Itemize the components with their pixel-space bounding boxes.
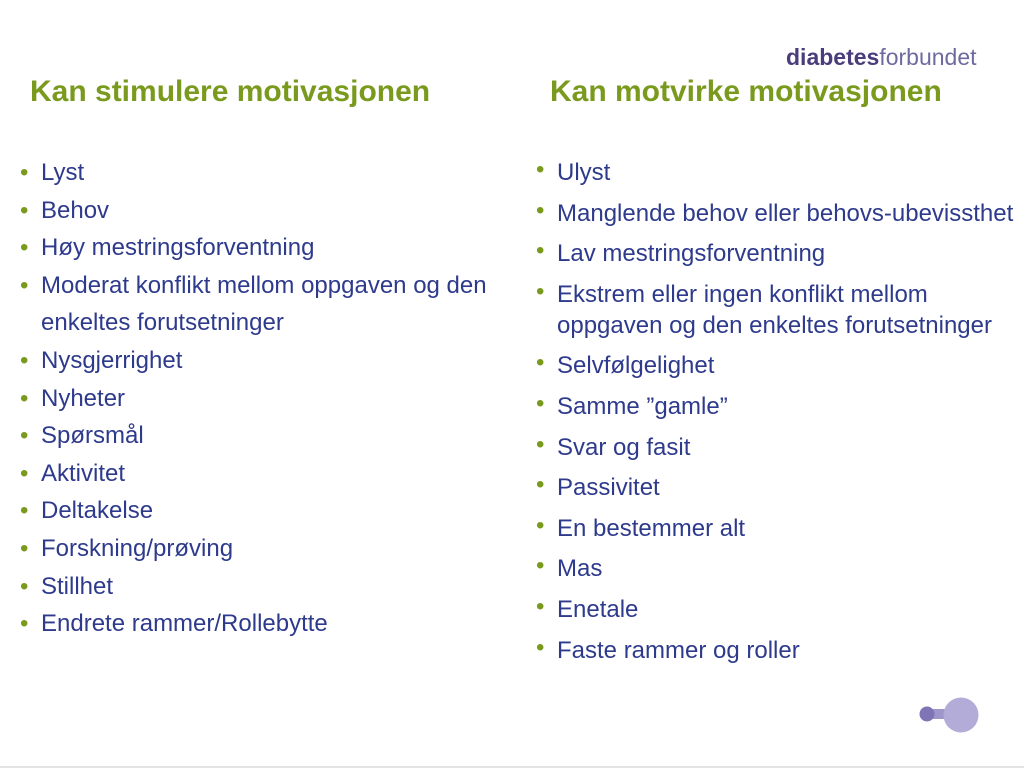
linked-circles-icon [918,696,980,734]
bullet-icon: • [536,389,545,417]
list-item: • Lyst [18,154,508,192]
list-item: • Mas [536,552,603,583]
list-item: • Selvfølgelighet [536,349,715,380]
list-item: • Ulyst [536,156,611,186]
bullet-icon: • [20,234,29,262]
heading-stimulate: Kan stimulere motivasjonen [30,75,431,108]
list-item: • Moderat konflikt mellom oppgaven og den enkeltes forutsetninger [18,267,508,342]
bullet-icon: • [20,572,29,600]
bullet-icon: • [536,471,545,499]
list-item: • Endrete rammer/Rollebytte [18,605,508,643]
list-item: • Enetale [536,592,639,623]
bullet-icon: • [20,422,29,450]
list-item: • Spørsmål [18,417,508,455]
list-item: • Nysgjerrighet [18,342,508,380]
bullet-icon: • [536,349,545,377]
diabetesforbundet-logo [786,44,977,71]
bullet-icon: • [536,511,545,539]
bullet-icon: • [20,497,29,525]
counteract-list [534,154,1014,672]
bullet-icon: • [20,534,29,562]
bullet-icon: • [20,346,29,374]
bullet-icon: • [536,156,545,183]
bullet-icon: • [536,633,545,661]
list-item: • Samme ”gamle” [536,389,728,420]
bullet-icon: • [536,552,545,580]
logo-text-bold: diabetes [786,44,880,70]
list-item: • Faste rammer og roller [536,633,800,664]
bullet-icon: • [20,159,29,186]
list-item: • Forskning/prøving [18,530,508,568]
list-item: • Passivitet [536,471,660,502]
heading-counteract: Kan motvirke motivasjonen [550,75,942,108]
list-item: • Ekstrem eller ingen konflikt mellom oppgaven og den enkeltes forutsetninger [536,277,992,339]
bullet-icon: • [20,271,29,299]
bullet-icon: • [20,384,29,412]
list-item: • Svar og fasit [536,430,691,461]
bullet-icon: • [536,196,545,224]
list-item: • Deltakelse [18,492,508,530]
bullet-icon: • [536,592,545,620]
bullet-icon: • [20,459,29,487]
bullet-icon: • [536,277,545,305]
logo-text-light: forbundet [879,44,977,70]
bullet-icon: • [20,610,29,638]
list-item: • Nyheter [18,380,508,418]
list-item: • Høy mestringsforventning [18,229,508,267]
list-item: • Lav mestringsforventning [536,237,826,268]
list-item: • Aktivitet [18,455,508,493]
list-item: • Manglende behov eller behovs-ubevissthet [536,196,1014,227]
bullet-icon: • [536,430,545,458]
list-item: • Behov [18,192,508,230]
list-item: • En bestemmer alt [536,511,746,542]
bullet-icon: • [20,196,29,224]
bullet-icon: • [536,237,545,265]
list-item: • Stillhet [18,568,508,606]
stimulate-list [18,154,508,643]
